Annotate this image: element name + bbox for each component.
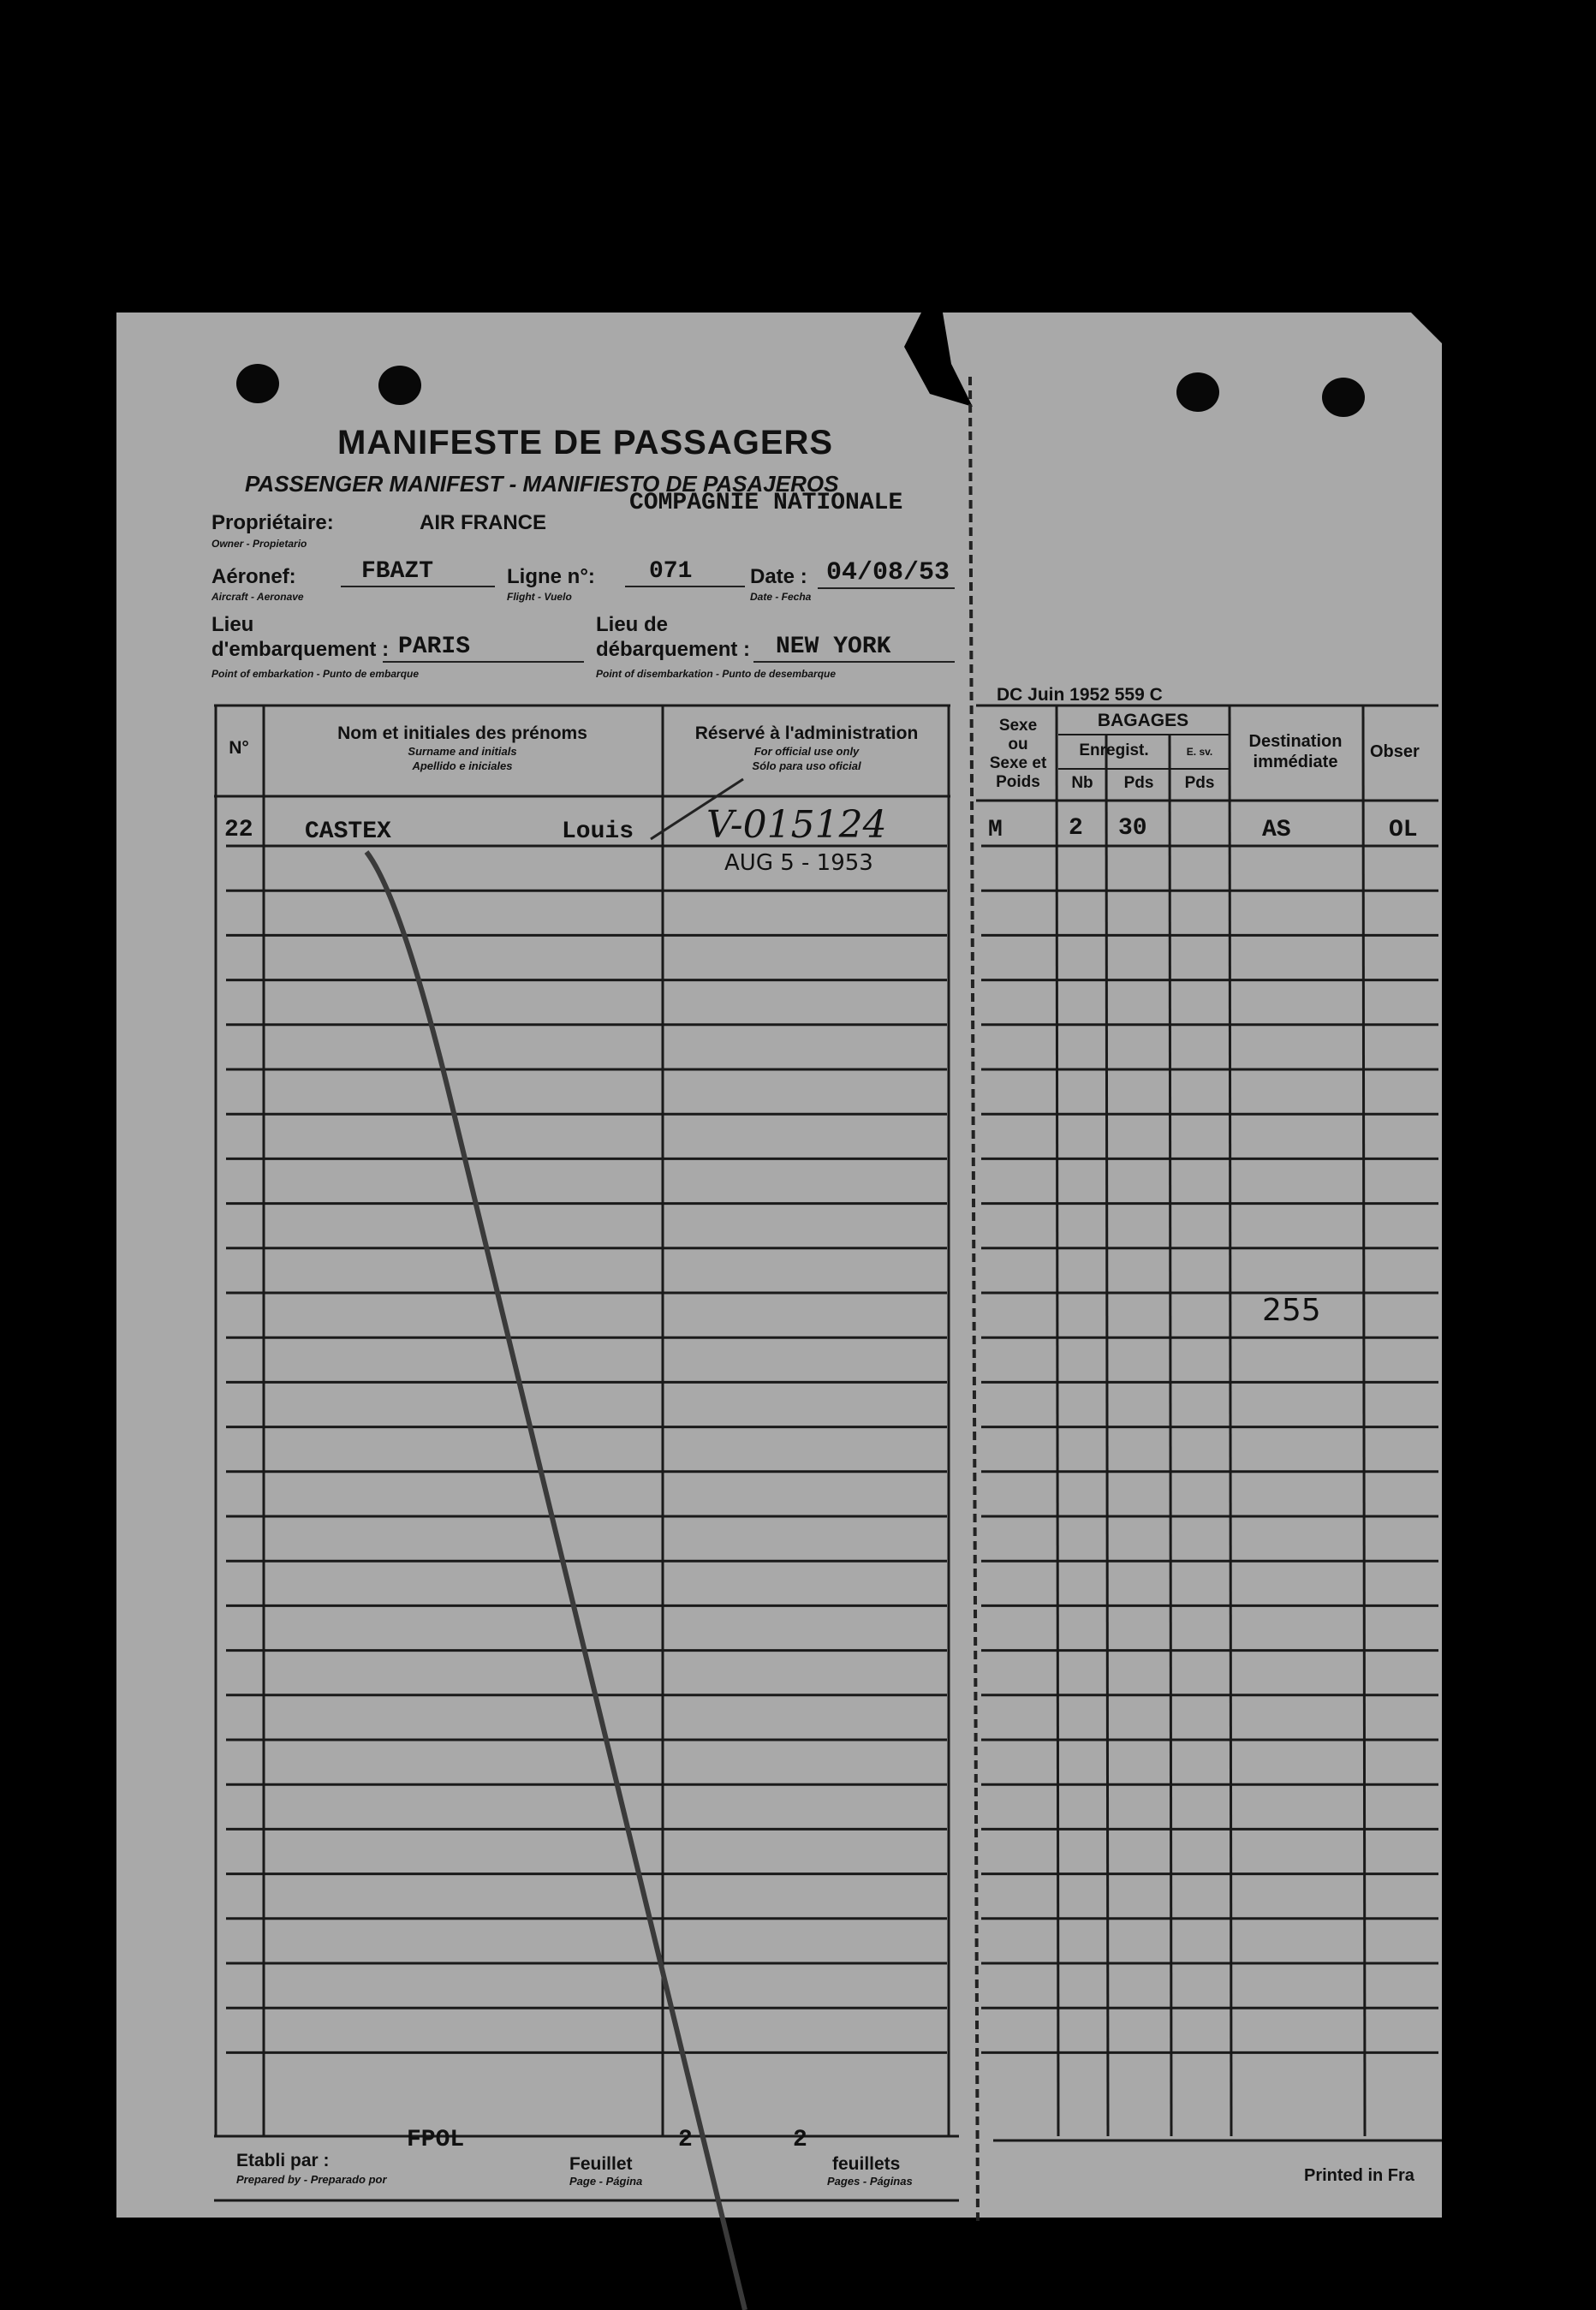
date-value: 04/08/53 [826,558,950,587]
rule-line [1170,735,1171,2136]
date-label: Date : [750,565,807,588]
page-subtitle: PASSENGER MANIFEST - MANIFIESTO DE PASAJEROS [245,471,839,497]
printed-in-note: Printed in Fra [1304,2166,1414,2185]
page-title: MANIFESTE DE PASSAGERS [337,424,834,461]
aircraft-value: FBAZT [361,558,434,585]
aircraft-underline [341,586,495,587]
col-name-sub2: Apellido e iniciales [412,759,513,772]
col-hand-baggage-header: E. sv. [1186,746,1213,758]
prepared-by-sublabel: Prepared by - Preparado por [236,2173,387,2186]
table-ruled-lines [214,706,1442,2200]
table-column-lines [216,706,1365,2136]
col-observation-header: Obser [1370,742,1420,761]
col-destination-line2: immédiate [1253,753,1338,771]
row-no: 22 [224,817,253,843]
owner-value: AIR FRANCE [420,511,546,534]
perforation-line [970,377,978,2226]
aircraft-label: Aéronef: [211,565,296,588]
embark-value: PARIS [398,634,471,660]
col-admin-header: Réservé à l'administration [694,723,919,743]
flight-label: Ligne n°: [507,565,595,588]
row-first-name: Louis [562,819,634,845]
date-underline [818,587,955,589]
embark-underline [383,661,584,663]
prepared-by-value: FPOL [407,2127,465,2153]
rule-line [1057,706,1058,2136]
col-baggage-header: BAGAGES [1097,711,1189,730]
col-sex-line2: ou [1008,735,1028,753]
disembark-value: NEW YORK [776,634,891,660]
col-no-header: N° [229,738,249,758]
form-code: DC Juin 1952 559 C [997,685,1163,705]
embark-sublabel: Point of embarkation - Punto de embarque [211,668,420,680]
sheet-value: 2 [678,2127,693,2153]
flight-underline [625,586,745,587]
row-surname: CASTEX [305,819,391,845]
aircraft-sublabel: Aircraft - Aeronave [211,591,304,603]
sheets-sublabel: Pages - Páginas [827,2175,913,2188]
row-bag-nb: 2 [1069,815,1083,842]
row-observation: OL [1389,817,1418,843]
sheet-label: Feuillet [569,2154,633,2174]
disembark-label-line2: débarquement : [596,638,751,661]
annotation-number: 255 [1262,1293,1321,1328]
flight-value: 071 [649,558,693,585]
row-bag-pds: 30 [1118,815,1147,842]
owner-label: Propriétaire: [211,511,334,534]
row-destination: AS [1262,817,1291,843]
rule-line [1363,706,1365,2136]
col-nb-header: Nb [1071,774,1093,792]
sheets-label: feuillets [832,2154,901,2174]
row-sex: M [988,817,1003,843]
col-destination-line1: Destination [1248,732,1343,751]
col-sex-line3: Sexe et [989,754,1047,772]
rule-line [1230,706,1231,2136]
row-admin-handwritten: V-015124 [706,803,887,847]
flight-sublabel: Flight - Vuelo [507,591,572,603]
col-name-sub1: Surname and initials [408,745,517,758]
rule-line [1106,735,1108,2136]
company-name: COMPAGNIE NATIONALE [629,490,903,516]
col-registered-header: Enregist. [1079,741,1149,759]
disembark-underline [753,661,955,663]
col-sex-line1: Sexe [998,717,1038,735]
col-pds2-header: Pds [1184,774,1215,792]
date-sublabel: Date - Fecha [750,591,812,603]
sheets-value: 2 [793,2127,807,2153]
col-admin-sub1: For official use only [753,745,860,758]
row-admin-stamp: AUG 5 - 1953 [724,850,873,876]
col-admin-sub2: Sólo para uso oficial [752,759,861,772]
prepared-by-label: Etabli par : [236,2151,330,2170]
col-name-header: Nom et initiales des prénoms [337,723,587,743]
embark-label-line1: Lieu [211,613,254,636]
sheet-sublabel: Page - Página [569,2175,643,2188]
owner-sublabel: Owner - Propietario [211,538,307,550]
disembark-sublabel: Point of disembarkation - Punto de desembarque [596,668,837,680]
col-pds-header: Pds [1123,774,1154,792]
disembark-label-line1: Lieu de [596,613,669,636]
col-sex-line4: Poids [996,773,1040,791]
embark-label-line2: d'embarquement : [211,638,390,661]
